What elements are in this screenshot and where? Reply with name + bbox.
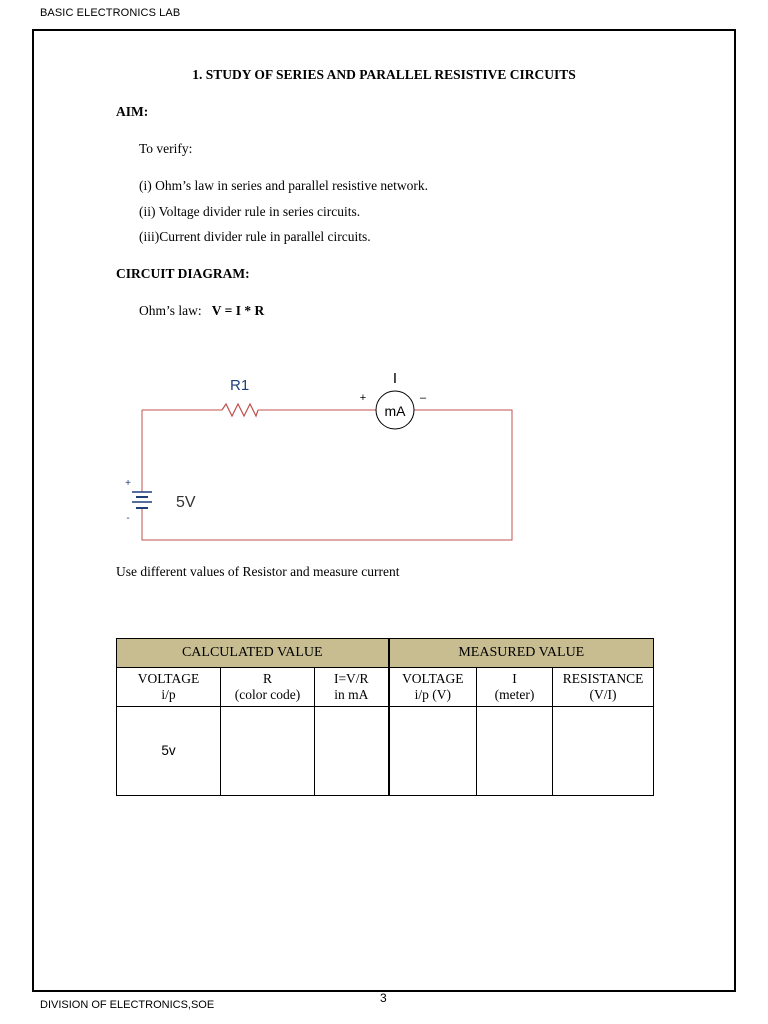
column-header <box>477 668 553 707</box>
aim-item-1: (i) Ohm’s law in series and parallel resistive network. <box>139 178 429 193</box>
ohms-law-line <box>139 303 264 319</box>
table-group-header-row <box>117 639 654 668</box>
column-header-line2: in mA <box>334 687 369 702</box>
observation-table <box>116 638 654 796</box>
top-left-wire <box>142 410 512 540</box>
experiment-title: 1. STUDY OF SERIES AND PARALLEL RESISTIVE CIRCUITS <box>192 67 576 82</box>
ammeter-label: mA <box>384 403 406 419</box>
battery-minus: - <box>126 513 130 524</box>
column-header-line2: (V/I) <box>589 687 617 702</box>
column-header-line1: I=V/R <box>333 671 369 686</box>
battery-plus: + <box>125 478 131 489</box>
aim-intro: To verify: <box>139 141 193 156</box>
column-header <box>315 668 389 707</box>
aim-heading: AIM: <box>116 104 149 119</box>
circuit-diagram <box>110 360 530 550</box>
column-header-line1: RESISTANCE <box>562 671 644 686</box>
column-header-line1: VOLTAGE <box>137 671 200 686</box>
table-cell <box>477 707 553 796</box>
table-cell <box>553 707 654 796</box>
ammeter-minus: – <box>419 392 427 404</box>
column-header-line1: VOLTAGE <box>402 671 464 686</box>
column-header-line2: i/p <box>161 687 176 702</box>
aim-item-3: (iii)Current divider rule in parallel circuits. <box>139 229 371 244</box>
ohms-law-label: Ohm’s law: <box>139 303 202 318</box>
ohms-law-formula: V = I * R <box>211 303 265 318</box>
column-header <box>389 668 477 707</box>
ammeter-plus: + <box>359 392 367 404</box>
column-header-line2: i/p (V) <box>414 687 451 702</box>
calculated-value-header: CALCULATED VALUE <box>117 639 389 668</box>
battery-symbol <box>132 492 152 508</box>
table-row <box>117 707 654 796</box>
column-header-line1: I <box>512 671 517 686</box>
page-number: 3 <box>380 991 387 1005</box>
column-header-line1: R <box>262 671 272 686</box>
aim-item-2: (ii) Voltage divider rule in series circuits. <box>139 204 361 219</box>
footer-division: DIVISION OF ELECTRONICS,SOE <box>40 999 215 1011</box>
table-cell <box>389 707 477 796</box>
running-header: BASIC ELECTRONICS LAB <box>40 7 181 19</box>
column-header <box>221 668 315 707</box>
table-cell: 5v <box>117 707 221 796</box>
source-voltage-label: 5V <box>176 494 196 511</box>
column-header <box>553 668 654 707</box>
table-column-header-row <box>117 668 654 707</box>
resistor-r1 <box>222 404 258 416</box>
table-cell <box>221 707 315 796</box>
measured-value-header: MEASURED VALUE <box>389 639 654 668</box>
current-label: I <box>392 370 398 387</box>
column-header-line2: (meter) <box>494 687 535 702</box>
circuit-wires <box>142 410 512 540</box>
resistor-r1-label: R1 <box>230 377 250 394</box>
table-cell <box>315 707 389 796</box>
circuit-heading: CIRCUIT DIAGRAM: <box>116 266 250 281</box>
column-header <box>117 668 221 707</box>
instruction-text: Use different values of Resistor and measure current <box>116 564 400 579</box>
column-header-line2: (color code) <box>234 687 301 702</box>
